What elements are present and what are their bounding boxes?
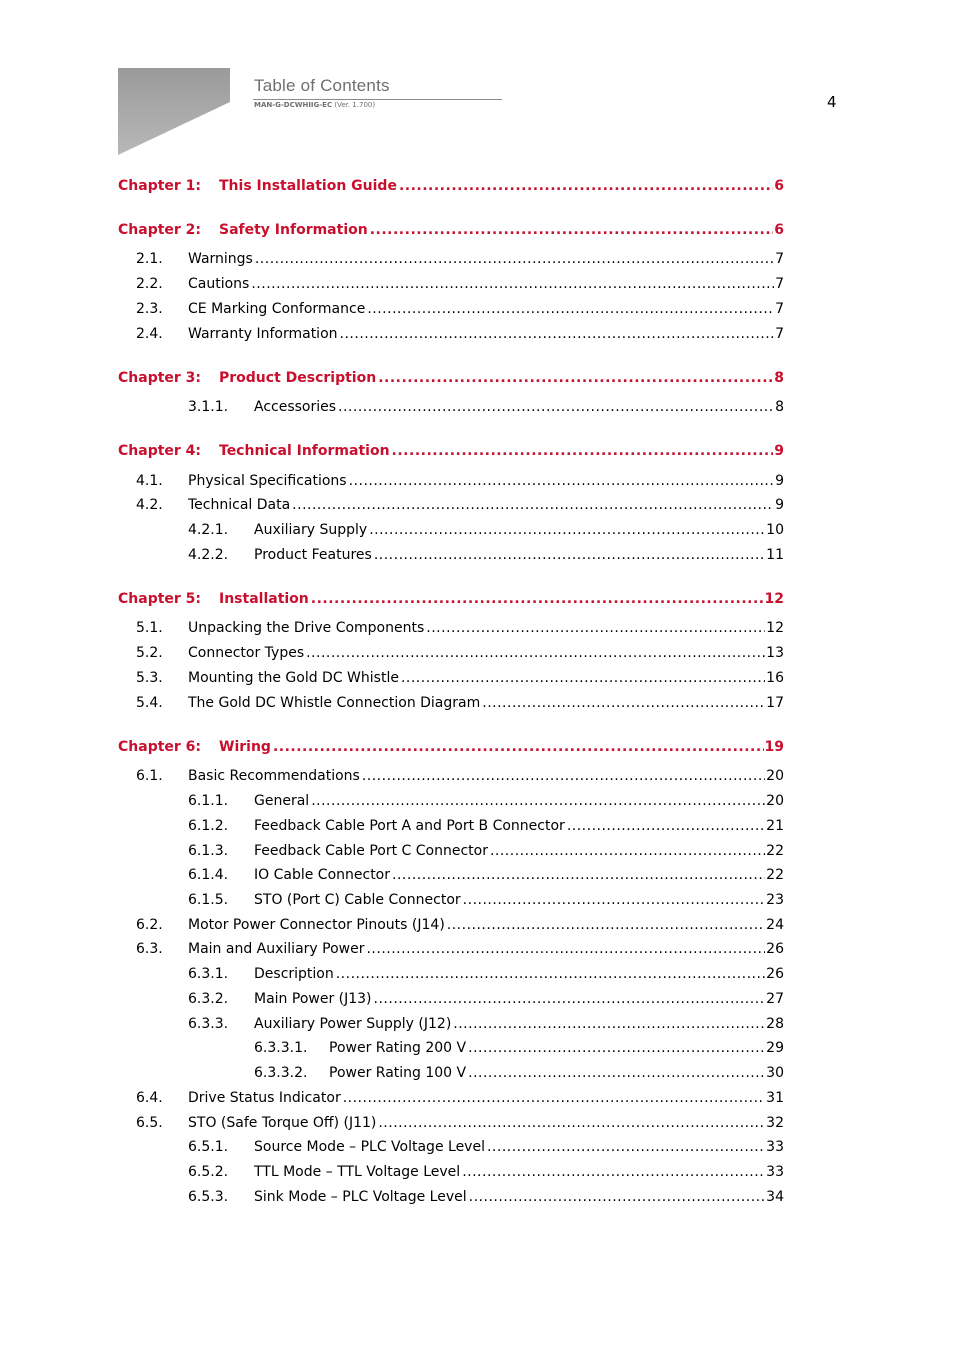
- toc-entry[interactable]: [188, 791, 784, 811]
- toc-dot-leader: [366, 939, 765, 959]
- toc-entry-number: 6.3.2.: [188, 991, 229, 1007]
- toc-entry[interactable]: [136, 299, 784, 319]
- toc-entry-title: Accessories: [254, 399, 337, 415]
- toc-dot-leader: [292, 495, 774, 515]
- toc-entry-number: 6.1.: [136, 768, 163, 784]
- toc-entry-title: Product Features: [254, 547, 372, 563]
- toc-entry-page: 7: [775, 276, 784, 292]
- toc-entry-number: 6.1.4.: [188, 867, 229, 883]
- toc-entry[interactable]: [136, 939, 784, 959]
- toc-dot-leader: [378, 1113, 765, 1133]
- toc-entry-page: 12: [766, 620, 784, 636]
- toc-dot-leader: [336, 964, 765, 984]
- toc-entry-title: Power Rating 100 V: [329, 1065, 467, 1081]
- toc-entry-page: 17: [766, 695, 784, 711]
- toc-entry-page: 29: [766, 1040, 784, 1056]
- toc-entry-number: 6.1.1.: [188, 793, 229, 809]
- toc-entry[interactable]: [136, 1088, 784, 1108]
- toc-dot-leader: [490, 841, 765, 861]
- toc-dot-leader: [392, 865, 765, 885]
- toc-dot-leader: [369, 520, 765, 540]
- toc-chapter-entry[interactable]: [118, 176, 784, 196]
- toc-entry-title: Cautions: [188, 276, 250, 292]
- logo-graphic: [118, 68, 230, 155]
- toc-entry-number: 6.5.2.: [188, 1164, 229, 1180]
- toc-dot-leader: [426, 618, 765, 638]
- toc-entry[interactable]: [136, 915, 784, 935]
- toc-chapter-entry[interactable]: [118, 368, 784, 388]
- toc-entry-title: Wiring: [219, 739, 271, 755]
- toc-entry-number: 6.3.: [136, 941, 163, 957]
- toc-entry-page: 8: [775, 399, 784, 415]
- toc-entry-title: Main and Auxiliary Power: [188, 941, 365, 957]
- toc-entry-page: 9: [775, 473, 784, 489]
- toc-entry[interactable]: [188, 841, 784, 861]
- toc-entry-page: 20: [766, 768, 784, 784]
- toc-entry-page: 22: [766, 843, 784, 859]
- toc-entry-number: 5.1.: [136, 620, 163, 636]
- toc-entry[interactable]: [136, 495, 784, 515]
- toc-dot-leader: [399, 176, 773, 196]
- header-section-title: Table of Contents: [254, 76, 390, 95]
- toc-entry-page: 7: [775, 301, 784, 317]
- toc-entry-title: Sink Mode – PLC Voltage Level: [254, 1189, 467, 1205]
- toc-dot-leader: [311, 589, 764, 609]
- toc-entry-number: 5.2.: [136, 645, 163, 661]
- toc-entry-title: STO (Port C) Cable Connector: [254, 892, 461, 908]
- toc-dot-leader: [468, 1063, 765, 1083]
- toc-entry-number: 6.5.1.: [188, 1139, 229, 1155]
- toc-dot-leader: [482, 693, 765, 713]
- toc-chapter-entry[interactable]: [118, 589, 784, 609]
- toc-entry-title: Unpacking the Drive Components: [188, 620, 425, 636]
- toc-entry-title: Warranty Information: [188, 326, 338, 342]
- toc-entry-number: 2.3.: [136, 301, 163, 317]
- toc-dot-leader: [343, 1088, 765, 1108]
- toc-entry-title: Power Rating 200 V: [329, 1040, 467, 1056]
- toc-dot-leader: [370, 220, 774, 240]
- toc-entry-page: 34: [766, 1189, 784, 1205]
- toc-dot-leader: [447, 915, 765, 935]
- toc-entry-page: 26: [766, 966, 784, 982]
- toc-entry[interactable]: [188, 1187, 784, 1207]
- toc-entry[interactable]: [188, 865, 784, 885]
- toc-entry-number: 6.3.3.2.: [254, 1065, 308, 1081]
- toc-chapter-entry[interactable]: [118, 737, 784, 757]
- toc-entry[interactable]: [136, 766, 784, 786]
- toc-entry-number: 4.2.2.: [188, 547, 229, 563]
- toc-entry-number: 2.2.: [136, 276, 163, 292]
- toc-entry-title: Safety Information: [219, 222, 368, 238]
- toc-entry-number: 6.1.2.: [188, 818, 229, 834]
- toc-entry-title: Technical Data: [188, 497, 291, 513]
- toc-entry-number: 6.1.5.: [188, 892, 229, 908]
- toc-entry-page: 23: [766, 892, 784, 908]
- toc-entry-title: Source Mode – PLC Voltage Level: [254, 1139, 485, 1155]
- toc-dot-leader: [251, 274, 774, 294]
- toc-entry-title: Mounting the Gold DC Whistle: [188, 670, 399, 686]
- toc-dot-leader: [374, 989, 766, 1009]
- toc-entry-number: 6.3.3.: [188, 1016, 229, 1032]
- toc-entry[interactable]: [188, 989, 784, 1009]
- toc-entry[interactable]: [136, 668, 784, 688]
- toc-entry-number: 4.2.1.: [188, 522, 229, 538]
- toc-entry-title: The Gold DC Whistle Connection Diagram: [188, 695, 481, 711]
- toc-dot-leader: [468, 1038, 765, 1058]
- toc-entry-title: This Installation Guide: [219, 178, 397, 194]
- toc-dot-leader: [349, 471, 774, 491]
- toc-entry-number: Chapter 4:: [118, 443, 202, 459]
- toc-entry[interactable]: [136, 1113, 784, 1133]
- toc-entry-title: Feedback Cable Port A and Port B Connector: [254, 818, 565, 834]
- toc-entry-page: 27: [766, 991, 784, 1007]
- toc-entry[interactable]: [254, 1063, 784, 1083]
- toc-entry[interactable]: [188, 1014, 784, 1034]
- page-number: 4: [827, 93, 837, 111]
- toc-entry-title: TTL Mode – TTL Voltage Level: [254, 1164, 461, 1180]
- header-divider: [253, 99, 502, 100]
- toc-entry[interactable]: [188, 816, 784, 836]
- toc-entry-number: 6.1.3.: [188, 843, 229, 859]
- toc-chapter-entry[interactable]: [118, 220, 784, 240]
- toc-entry-page: 19: [764, 739, 784, 755]
- toc-dot-leader: [273, 737, 764, 757]
- toc-entry-title: General: [254, 793, 310, 809]
- toc-entry-number: 4.2.: [136, 497, 163, 513]
- toc-entry-page: 7: [775, 326, 784, 342]
- toc-entry-title: Feedback Cable Port C Connector: [254, 843, 488, 859]
- toc-dot-leader: [469, 1187, 766, 1207]
- toc-dot-leader: [462, 1162, 765, 1182]
- toc-entry-page: 13: [766, 645, 784, 661]
- toc-entry-title: Main Power (J13): [254, 991, 372, 1007]
- header-doc-id: MAN-G-DCWHIIG-EC: [254, 101, 333, 109]
- toc-entry-page: 24: [766, 917, 784, 933]
- toc-entry-number: 6.2.: [136, 917, 163, 933]
- toc-entry[interactable]: [254, 1038, 784, 1058]
- toc-entry[interactable]: [136, 274, 784, 294]
- toc-dot-leader: [340, 324, 775, 344]
- toc-entry[interactable]: [136, 471, 784, 491]
- toc-entry-page: 7: [775, 251, 784, 267]
- toc-entry-number: 5.3.: [136, 670, 163, 686]
- toc-entry-page: 11: [766, 547, 784, 563]
- toc-chapter-entry[interactable]: [118, 441, 784, 461]
- toc-entry-title: Motor Power Connector Pinouts (J14): [188, 917, 445, 933]
- toc-entry-page: 32: [766, 1115, 784, 1131]
- toc-entry-number: Chapter 3:: [118, 370, 202, 386]
- toc-entry-number: 6.4.: [136, 1090, 163, 1106]
- toc-entry-number: 6.5.3.: [188, 1189, 229, 1205]
- toc-entry[interactable]: [188, 520, 784, 540]
- toc-dot-leader: [374, 545, 765, 565]
- toc-dot-leader: [567, 816, 765, 836]
- toc-dot-leader: [392, 441, 774, 461]
- toc-entry-number: 3.1.1.: [188, 399, 229, 415]
- toc-dot-leader: [311, 791, 765, 811]
- toc-entry[interactable]: [136, 249, 784, 269]
- toc-entry-number: 5.4.: [136, 695, 163, 711]
- toc-entry-page: 33: [766, 1139, 784, 1155]
- toc-entry-title: Warnings: [188, 251, 253, 267]
- toc-dot-leader: [338, 397, 774, 417]
- toc-dot-leader: [306, 643, 765, 663]
- toc-entry-number: Chapter 5:: [118, 591, 202, 607]
- toc-entry[interactable]: [188, 964, 784, 984]
- toc-entry-page: 33: [766, 1164, 784, 1180]
- toc-entry-number: 6.3.3.1.: [254, 1040, 308, 1056]
- toc-entry-page: 26: [766, 941, 784, 957]
- toc-dot-leader: [367, 299, 774, 319]
- toc-entry[interactable]: [136, 693, 784, 713]
- toc-entry-number: Chapter 1:: [118, 178, 202, 194]
- toc-entry-title: Description: [254, 966, 334, 982]
- toc-entry[interactable]: [188, 1137, 784, 1157]
- header-version: (Ver. 1.700): [334, 101, 376, 109]
- toc-entry-page: 8: [774, 370, 784, 386]
- toc-entry-number: 2.4.: [136, 326, 163, 342]
- toc-entry-number: Chapter 2:: [118, 222, 202, 238]
- toc-entry-title: Physical Specifications: [188, 473, 347, 489]
- toc-entry-page: 12: [764, 591, 784, 607]
- header-doc-info: [254, 101, 375, 109]
- toc-entry-page: 16: [766, 670, 784, 686]
- toc-entry-number: 6.3.1.: [188, 966, 229, 982]
- toc-entry[interactable]: [188, 1162, 784, 1182]
- toc-entry[interactable]: [136, 324, 784, 344]
- toc-entry[interactable]: [188, 890, 784, 910]
- toc-dot-leader: [487, 1137, 765, 1157]
- toc-dot-leader: [255, 249, 774, 269]
- toc-entry-page: 9: [775, 497, 784, 513]
- toc-entry-page: 28: [766, 1016, 784, 1032]
- toc-entry-page: 20: [766, 793, 784, 809]
- toc-entry-page: 6: [774, 178, 784, 194]
- toc-entry-page: 22: [766, 867, 784, 883]
- toc-entry-number: Chapter 6:: [118, 739, 202, 755]
- toc-entry-page: 10: [766, 522, 784, 538]
- toc-entry-title: Connector Types: [188, 645, 305, 661]
- toc-entry-page: 21: [766, 818, 784, 834]
- toc-entry-number: 2.1.: [136, 251, 163, 267]
- toc-entry[interactable]: [136, 643, 784, 663]
- toc-entry[interactable]: [188, 545, 784, 565]
- toc-entry-title: Auxiliary Supply: [254, 522, 368, 538]
- toc-dot-leader: [401, 668, 765, 688]
- toc-entry-title: Drive Status Indicator: [188, 1090, 341, 1106]
- toc-dot-leader: [463, 890, 766, 910]
- toc-entry-title: Technical Information: [219, 443, 390, 459]
- toc-entry-title: Auxiliary Power Supply (J12): [254, 1016, 452, 1032]
- toc-entry-page: 9: [774, 443, 784, 459]
- toc-dot-leader: [362, 766, 765, 786]
- toc-entry-page: 6: [774, 222, 784, 238]
- toc-dot-leader: [378, 368, 773, 388]
- toc-entry-page: 30: [766, 1065, 784, 1081]
- toc-entry-title: Basic Recommendations: [188, 768, 360, 784]
- toc-entry-title: IO Cable Connector: [254, 867, 391, 883]
- toc-entry-number: 4.1.: [136, 473, 163, 489]
- toc-entry[interactable]: [136, 618, 784, 638]
- toc-entry-title: Installation: [219, 591, 309, 607]
- toc-entry-title: CE Marking Conformance: [188, 301, 366, 317]
- toc-entry-title: STO (Safe Torque Off) (J11): [188, 1115, 377, 1131]
- toc-entry-title: Product Description: [219, 370, 377, 386]
- toc-dot-leader: [453, 1014, 765, 1034]
- toc-entry-number: 6.5.: [136, 1115, 163, 1131]
- toc-entry-page: 31: [766, 1090, 784, 1106]
- toc-entry[interactable]: [188, 397, 784, 417]
